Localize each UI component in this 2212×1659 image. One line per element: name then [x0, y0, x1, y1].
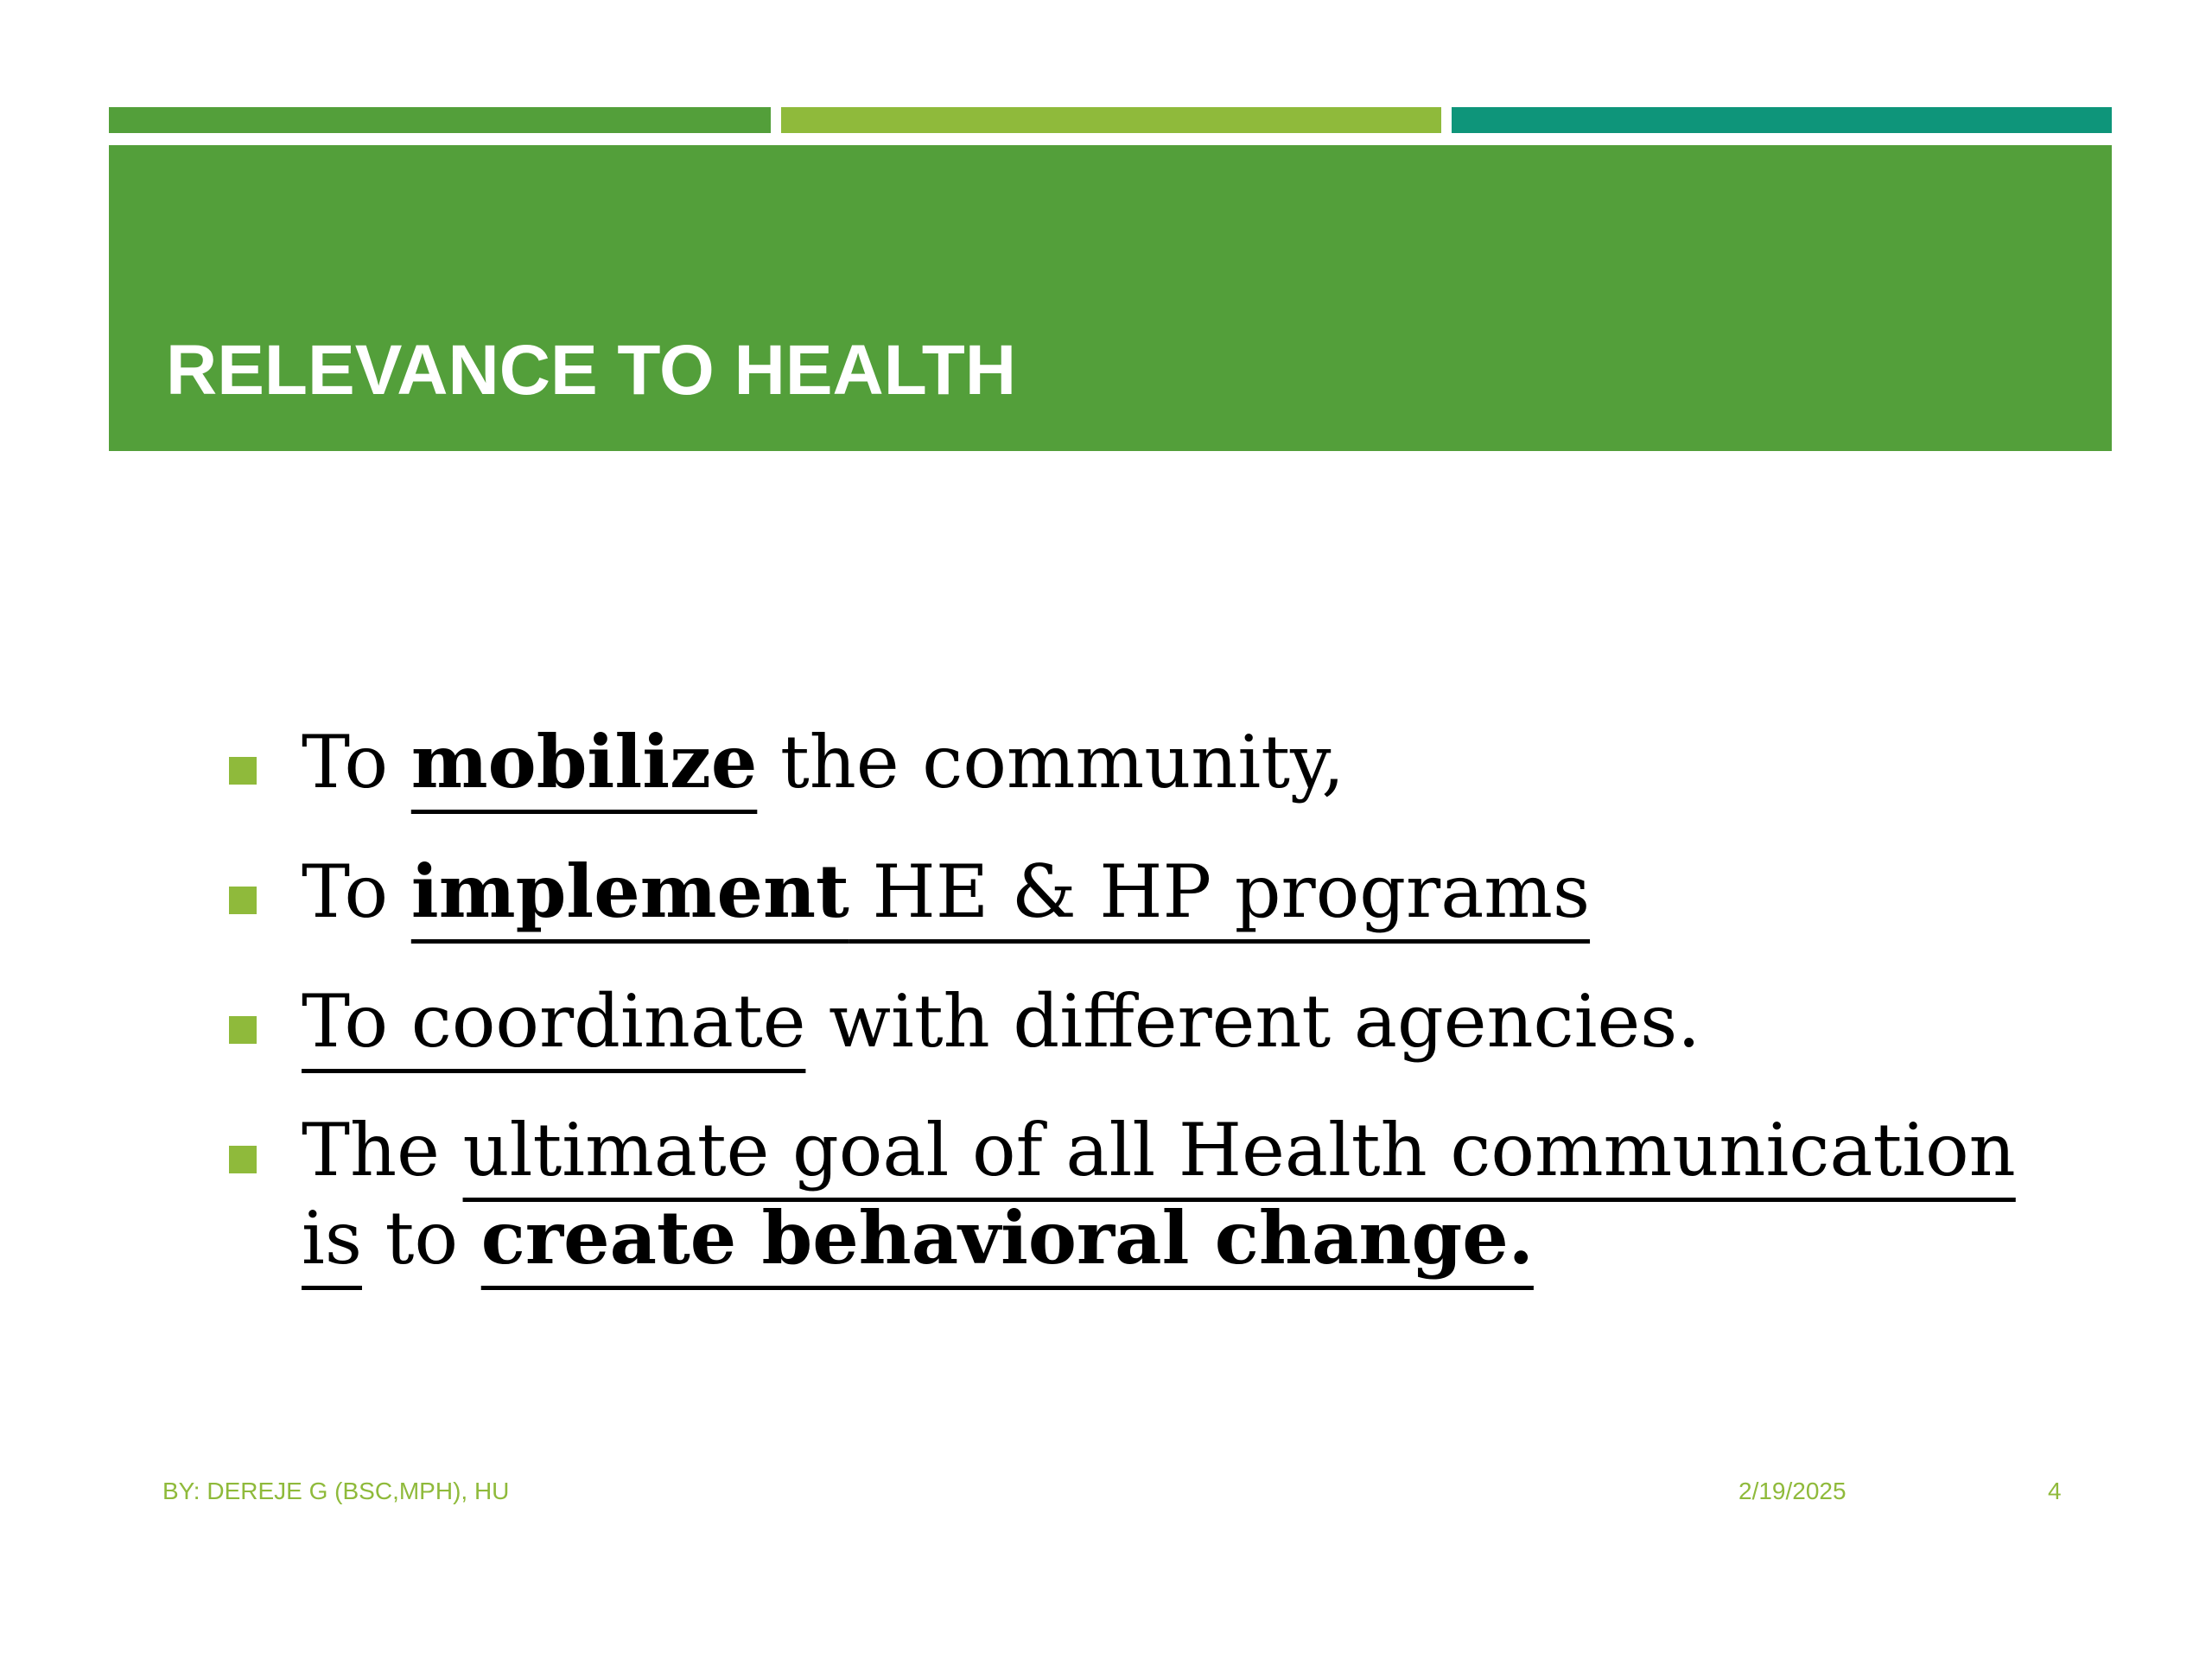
square-bullet-icon — [229, 1146, 257, 1173]
bullet-text-post: with different agencies. — [805, 979, 1700, 1064]
bullet-underlined-text: ultimate goal of all Health communication is — [302, 1108, 2016, 1281]
bullet-text-mid: to — [361, 1196, 481, 1281]
bullet-item-ultimate-goal — [229, 1106, 2078, 1282]
bullet-item-coordinate — [229, 976, 2078, 1066]
bullet-list — [229, 717, 2078, 1322]
slide-number: 4 — [2048, 1478, 2062, 1504]
bullet-text-post: the community, — [757, 720, 1345, 804]
bullet-text-pre: To — [302, 720, 411, 804]
bullet-emphasis: create behavioral change. — [480, 1195, 1534, 1281]
square-bullet-icon — [229, 1016, 257, 1044]
bullet-underlined-text: HE & HP programs — [849, 849, 1591, 934]
slide-title: RELEVANCE TO HEALTH — [166, 331, 1017, 410]
accent-bar-teal — [1452, 107, 2112, 133]
bullet-text-pre: The — [302, 1108, 463, 1192]
accent-bar-lime — [781, 107, 1441, 133]
footer-date: 2/19/2025 — [1738, 1478, 1847, 1504]
footer-author: BY: DEREJE G (BSC,MPH), HU — [162, 1478, 510, 1504]
bullet-item-mobilize — [229, 717, 2078, 807]
title-band — [109, 145, 2112, 451]
accent-bar-green — [109, 107, 771, 133]
bullet-item-implement — [229, 847, 2078, 937]
bullet-emphasis: implement — [410, 849, 849, 934]
square-bullet-icon — [229, 757, 257, 785]
bullet-underlined-text: To coordinate — [302, 979, 806, 1064]
bullet-emphasis: mobilize — [410, 719, 758, 804]
square-bullet-icon — [229, 887, 257, 914]
bullet-text-pre: To — [302, 849, 411, 934]
